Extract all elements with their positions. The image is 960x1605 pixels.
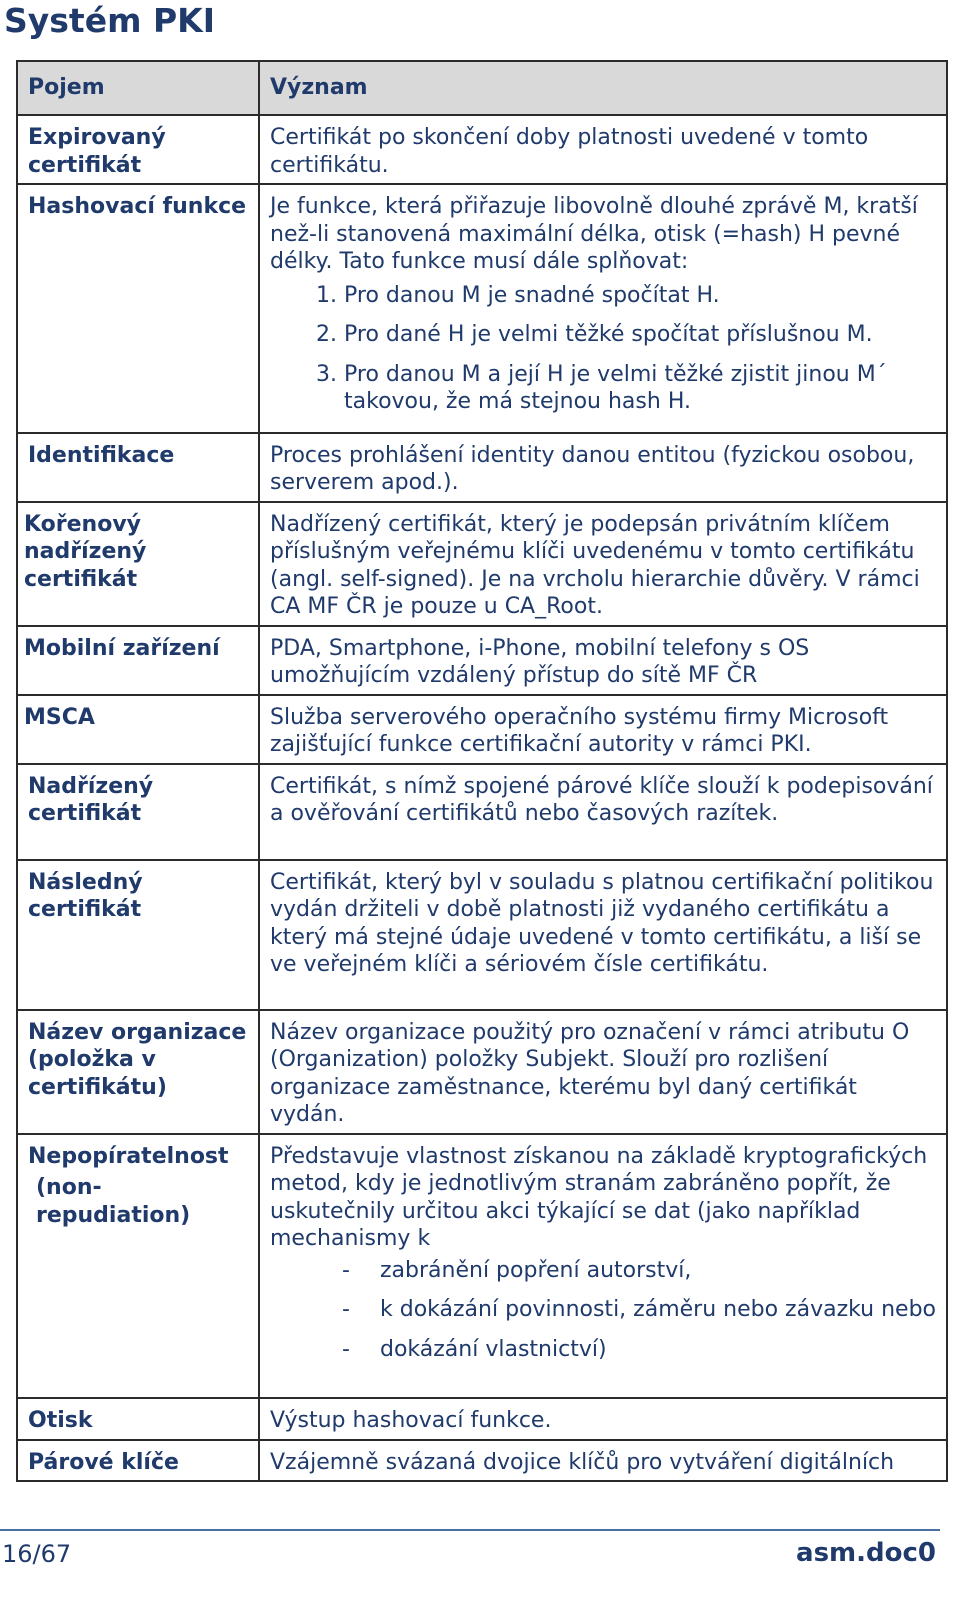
meaning-cell: Nadřízený certifikát, který je podepsán privátním klíčem příslušným veřejnému klíči uvedenému v tomto certifikátu (angl. self-signed). Je na vrcholu hierarchie důvěry. V rámci CA MF ČR je pouze u CA_Root.	[259, 502, 947, 626]
term-cell: Otisk	[17, 1398, 259, 1440]
glossary-table	[16, 60, 948, 1482]
term-cell	[17, 1134, 259, 1398]
meaning-cell: Certifikát, který byl v souladu s platnou certifikační politikou vydán držiteli v době platnosti již vydaného certifikátu a který má stejné údaje uvedené v tomto certifikátu, a liší se ve veřejném klíči a sériovém čísle certifikátu.	[259, 860, 947, 1010]
table-header-row	[17, 61, 947, 115]
term-cell: Mobilní zařízení	[17, 626, 259, 695]
numbered-list	[270, 282, 936, 416]
term-line: (non-repudiation)	[36, 1175, 191, 1228]
meaning-cell	[259, 184, 947, 433]
table-row	[17, 860, 947, 1010]
meaning-cell: Název organizace použitý pro označení v rámci atributu O (Organization) položky Subjekt. Slouží pro rozlišení organizace zaměstnance, kterému byl daný certifikát vydán.	[259, 1010, 947, 1134]
meaning-cell	[259, 1134, 947, 1398]
term-cell: Párové klíče	[17, 1440, 259, 1482]
table-row	[17, 1010, 947, 1134]
table-row	[17, 115, 947, 184]
header-term: Pojem	[17, 61, 259, 115]
term-cell: Expirovaný certifikát	[17, 115, 259, 184]
meaning-cell: Vzájemně svázaná dvojice klíčů pro vytváření digitálních	[259, 1440, 947, 1482]
list-item: - zabránění popření autorství,	[342, 1257, 936, 1285]
table-row	[17, 626, 947, 695]
meaning-cell: Certifikát po skončení doby platnosti uvedené v tomto certifikátu.	[259, 115, 947, 184]
meaning-text: Je funkce, která přiřazuje libovolně dlouhé zprávě M, kratší než-li stanovená maximální délka, otisk (=hash) H pevné délky. Tato funkce musí dále splňovat:	[270, 194, 918, 274]
term-cell: Nadřízený certifikát	[17, 764, 259, 860]
term-cell: Identifikace	[17, 433, 259, 502]
table-row	[17, 1398, 947, 1440]
dash-list	[270, 1257, 936, 1364]
table-row	[17, 1440, 947, 1482]
page-number: 16/67	[2, 1540, 72, 1568]
meaning-text: Představuje vlastnost získanou na základě kryptografických metod, kdy je jednotlivým stranám zabráněno popřít, že uskutečnily určitou akci týkající se dat (jako například mechanismy k	[270, 1143, 928, 1251]
meaning-cell: Certifikát, s nímž spojené párové klíče slouží k podepisování a ověřování certifikátů nebo časových razítek.	[259, 764, 947, 860]
list-item: 3. Pro danou M a její H je velmi těžké zjistit jinou M´ takovou, že má stejnou hash H.	[344, 361, 936, 416]
list-item: 2. Pro dané H je velmi těžké spočítat příslušnou M.	[344, 321, 936, 349]
table-row	[17, 764, 947, 860]
meaning-cell: Služba serverového operačního systému firmy Microsoft zajišťující funkce certifikační autority v rámci PKI.	[259, 695, 947, 764]
term-cell: Kořenový nadřízený certifikát	[17, 502, 259, 626]
header-meaning: Význam	[259, 61, 947, 115]
list-item: - k dokázání povinnosti, záměru nebo závazku nebo	[342, 1296, 936, 1324]
table-row	[17, 502, 947, 626]
footer-divider	[0, 1529, 940, 1531]
page-title: Systém PKI	[4, 1, 215, 40]
table-row	[17, 1134, 947, 1398]
term-line: Nepopíratelnost	[28, 1143, 229, 1169]
term-cell: Název organizace (položka v certifikátu)	[17, 1010, 259, 1134]
list-item: 1. Pro danou M je snadné spočítat H.	[344, 282, 936, 310]
table-row	[17, 433, 947, 502]
term-cell: MSCA	[17, 695, 259, 764]
table-row	[17, 695, 947, 764]
table-row	[17, 184, 947, 433]
term-cell: Hashovací funkce	[17, 184, 259, 433]
meaning-cell: PDA, Smartphone, i-Phone, mobilní telefony s OS umožňujícím vzdálený přístup do sítě MF ČR	[259, 626, 947, 695]
meaning-cell: Výstup hashovací funkce.	[259, 1398, 947, 1440]
document-name: asm.doc0	[796, 1538, 936, 1568]
meaning-cell: Proces prohlášení identity danou entitou (fyzickou osobou, serverem apod.).	[259, 433, 947, 502]
term-cell: Následný certifikát	[17, 860, 259, 1010]
list-item: - dokázání vlastnictví)	[342, 1336, 936, 1364]
